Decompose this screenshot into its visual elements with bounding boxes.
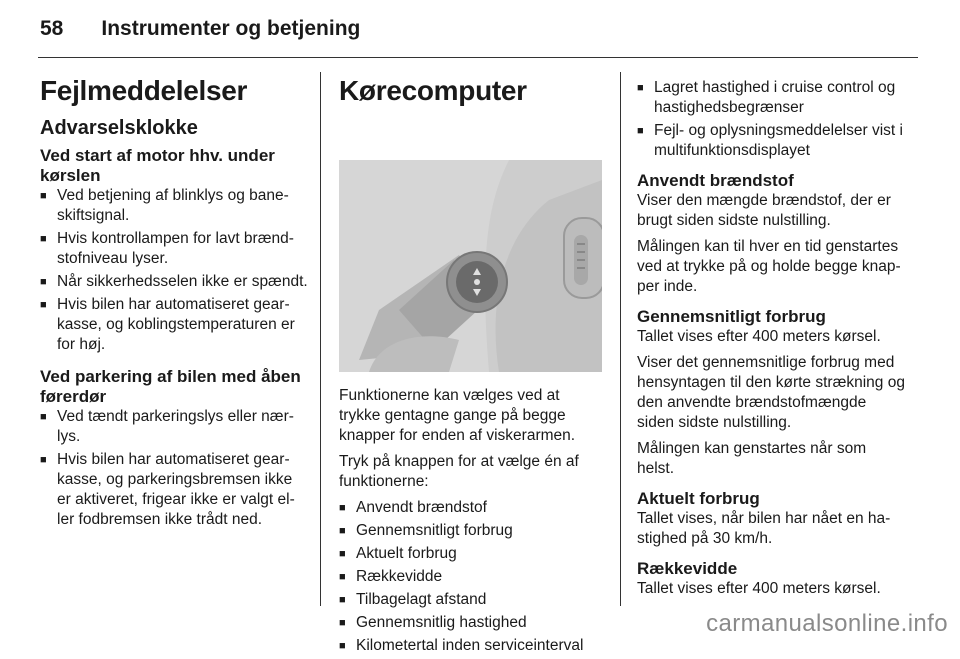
paragraph: Tallet vises efter 400 meters kørsel. [637,580,881,597]
watermark-url: carmanualsonline.info [706,610,948,637]
list-item: ■ Aktuelt forbrug [339,545,457,562]
paragraph: Viser den mængde brændstof, der er brugt siden sidste nulstilling. [637,192,891,229]
paragraph: Målingen kan til hver en tid genstartes ved at trykke på og holde begge knap-per inde. [637,238,901,295]
header-rule [38,57,918,58]
heading-advarselsklokke: Advarselsklokke [40,117,198,139]
list-item: ■ Lagret hastighed i cruise control og hastighedsbegrænser [637,79,896,116]
column-divider-2 [620,72,621,606]
list-item: ■ Gennemsnitlig hastighed [339,614,527,631]
page-number: 58 [40,17,64,40]
heading-start-motor: Ved start af motor hhv. under kørslen [40,146,275,185]
paragraph: Tallet vises, når bilen har nået en ha-stighed på 30 km/h. [637,510,891,547]
list-item: ■ Hvis bilen har automatiseret gear-kasse, og koblingstemperaturen er for høj. [40,296,295,353]
heading-anvendt-braendstof: Anvendt brændstof [637,171,794,190]
heading-raekkevidde: Rækkevidde [637,559,738,578]
section-title: Instrumenter og betjening [101,17,361,40]
list-item: ■ Hvis kontrollampen for lavt brænd-stofniveau lyser. [40,230,294,267]
list-item: ■ Fejl- og oplysningsmeddelelser vist i multifunktionsdisplayet [637,122,903,159]
heading-korecomputer: Kørecomputer [339,75,527,106]
list-item: ■ Når sikkerhedsselen ikke er spændt. [40,273,308,290]
heading-fejlmeddelelser: Fejlmeddelelser [40,75,248,106]
column-divider-1 [320,72,321,606]
list-item: ■ Tilbagelagt afstand [339,591,487,608]
heading-aktuelt-forbrug: Aktuelt forbrug [637,489,760,508]
list-functions [339,498,603,656]
heading-gennemsnitligt-forbrug: Gennemsnitligt forbrug [637,307,826,326]
paragraph-functions-select: Funktionerne kan vælges ved at trykke gentagne gange på begge knapper for enden af viskerarmen. [339,387,576,444]
list-item: ■ Ved tændt parkeringslys eller nær-lys. [40,408,294,445]
column-middle [339,70,603,659]
list-item: ■ Gennemsnitligt forbrug [339,522,513,539]
paragraph: Tallet vises efter 400 meters kørsel. [637,328,881,345]
list-item: ■ Anvendt brændstof [339,499,487,516]
wiper-stalk-illustration [339,160,602,372]
paragraph: Målingen kan genstartes når som helst. [637,440,867,477]
paragraph: Viser det gennemsnitlige forbrug med hensyntagen til den kørte strækning og den anvendte brændstofmængde siden sidste nulstilling. [637,354,905,431]
paragraph-press-button: Tryk på knappen for at vælge én af funktionerne: [339,453,579,490]
column-right [637,78,907,605]
list-parkering [40,407,308,530]
page-header [40,14,360,44]
list-start-motor [40,186,308,355]
list-more-functions [637,78,907,161]
list-item: ■ Ved betjening af blinklys og bane-skiftsignal. [40,187,289,224]
heading-parkering: Ved parkering af bilen med åben førerdør [40,367,301,406]
list-item: ■ Kilometertal inden serviceinterval [339,637,584,654]
list-item: ■ Hvis bilen har automatiseret gear-kasse, og parkeringsbremsen ikke er aktiveret, frigear ikke er valgt el-ler fodbremsen ikke trådt ned. [40,451,295,528]
list-item: ■ Rækkevidde [339,568,443,585]
column-left [40,70,308,533]
